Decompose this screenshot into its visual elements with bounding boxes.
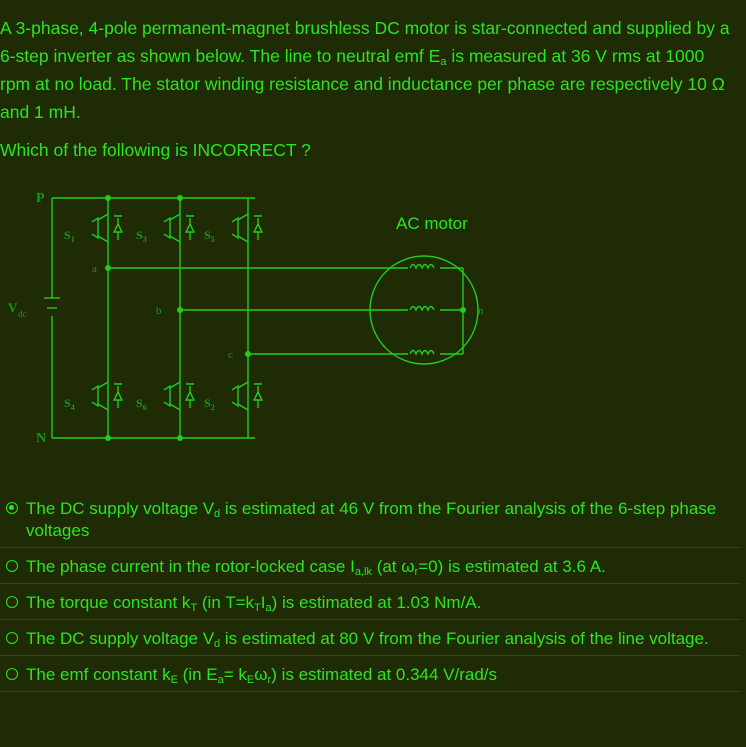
switch-label-s2: $S_2$ bbox=[204, 396, 215, 412]
label-p: P bbox=[36, 191, 45, 206]
label-neutral: n bbox=[478, 305, 484, 317]
switch-label-s3: $S_3$ bbox=[136, 228, 147, 244]
answer-option-5-text: The emf constant $k_E$ (in $E_a= k_E\omega_r$) is estimated at 0.344 V/rad/s bbox=[26, 665, 498, 686]
answer-option-5[interactable] bbox=[0, 662, 740, 692]
label-b: b bbox=[156, 305, 162, 317]
answer-option-4[interactable] bbox=[0, 626, 740, 656]
answer-option-2[interactable] bbox=[0, 554, 740, 584]
question-text bbox=[0, 14, 730, 164]
inverter-circuit-diagram bbox=[0, 180, 520, 455]
label-n: N bbox=[36, 431, 47, 446]
answer-option-1-text: The DC supply voltage $V_d$ is estimated at 46 V from the Fourier analysis of the 6-step phase voltages bbox=[26, 499, 717, 540]
label-vdc: V bbox=[8, 300, 18, 315]
label-c: c bbox=[228, 349, 233, 361]
question-intro: A 3-phase, 4-pole permanent-magnet brushless DC motor is star-connected and supplied by a 6-step inverter as shown below. The line to neutral emf $E_a$ is measured at 36 V rms at 1000 rpm at no load. The stator winding resistance and inductance per phase are respectively 10 Ω and 1 mH. bbox=[0, 18, 730, 122]
radio-button[interactable] bbox=[6, 632, 18, 644]
switch-label-s4: $S_4$ bbox=[64, 396, 75, 412]
answer-option-3-text: The torque constant $k_T$ (in $T=k_TI_a$) is estimated at 1.03 Nm/A. bbox=[26, 593, 482, 614]
switch-label-s1: $S_1$ bbox=[64, 228, 75, 244]
answer-option-4-text: The DC supply voltage $V_d$ is estimated at 80 V from the Fourier analysis of the line voltage. bbox=[26, 629, 709, 650]
radio-button-selected[interactable] bbox=[6, 502, 18, 514]
answer-option-2-text: The phase current in the rotor-locked case $I_{a,lk}$ (at $\omega_r=0$) is estimated at 3.6 A. bbox=[26, 557, 606, 578]
label-a: a bbox=[92, 263, 97, 275]
radio-button[interactable] bbox=[6, 668, 18, 680]
switch-label-s5: $S_5$ bbox=[204, 228, 215, 244]
motor-label: AC motor bbox=[396, 214, 468, 233]
label-vdc-sub: dc bbox=[18, 309, 27, 319]
answer-options bbox=[0, 496, 740, 692]
switch-label-s6: $S_6$ bbox=[136, 396, 147, 412]
answer-option-1[interactable] bbox=[0, 496, 740, 548]
radio-button[interactable] bbox=[6, 596, 18, 608]
radio-button[interactable] bbox=[6, 560, 18, 572]
answer-option-3[interactable] bbox=[0, 590, 740, 620]
question-prompt: Which of the following is INCORRECT ? bbox=[0, 140, 311, 160]
